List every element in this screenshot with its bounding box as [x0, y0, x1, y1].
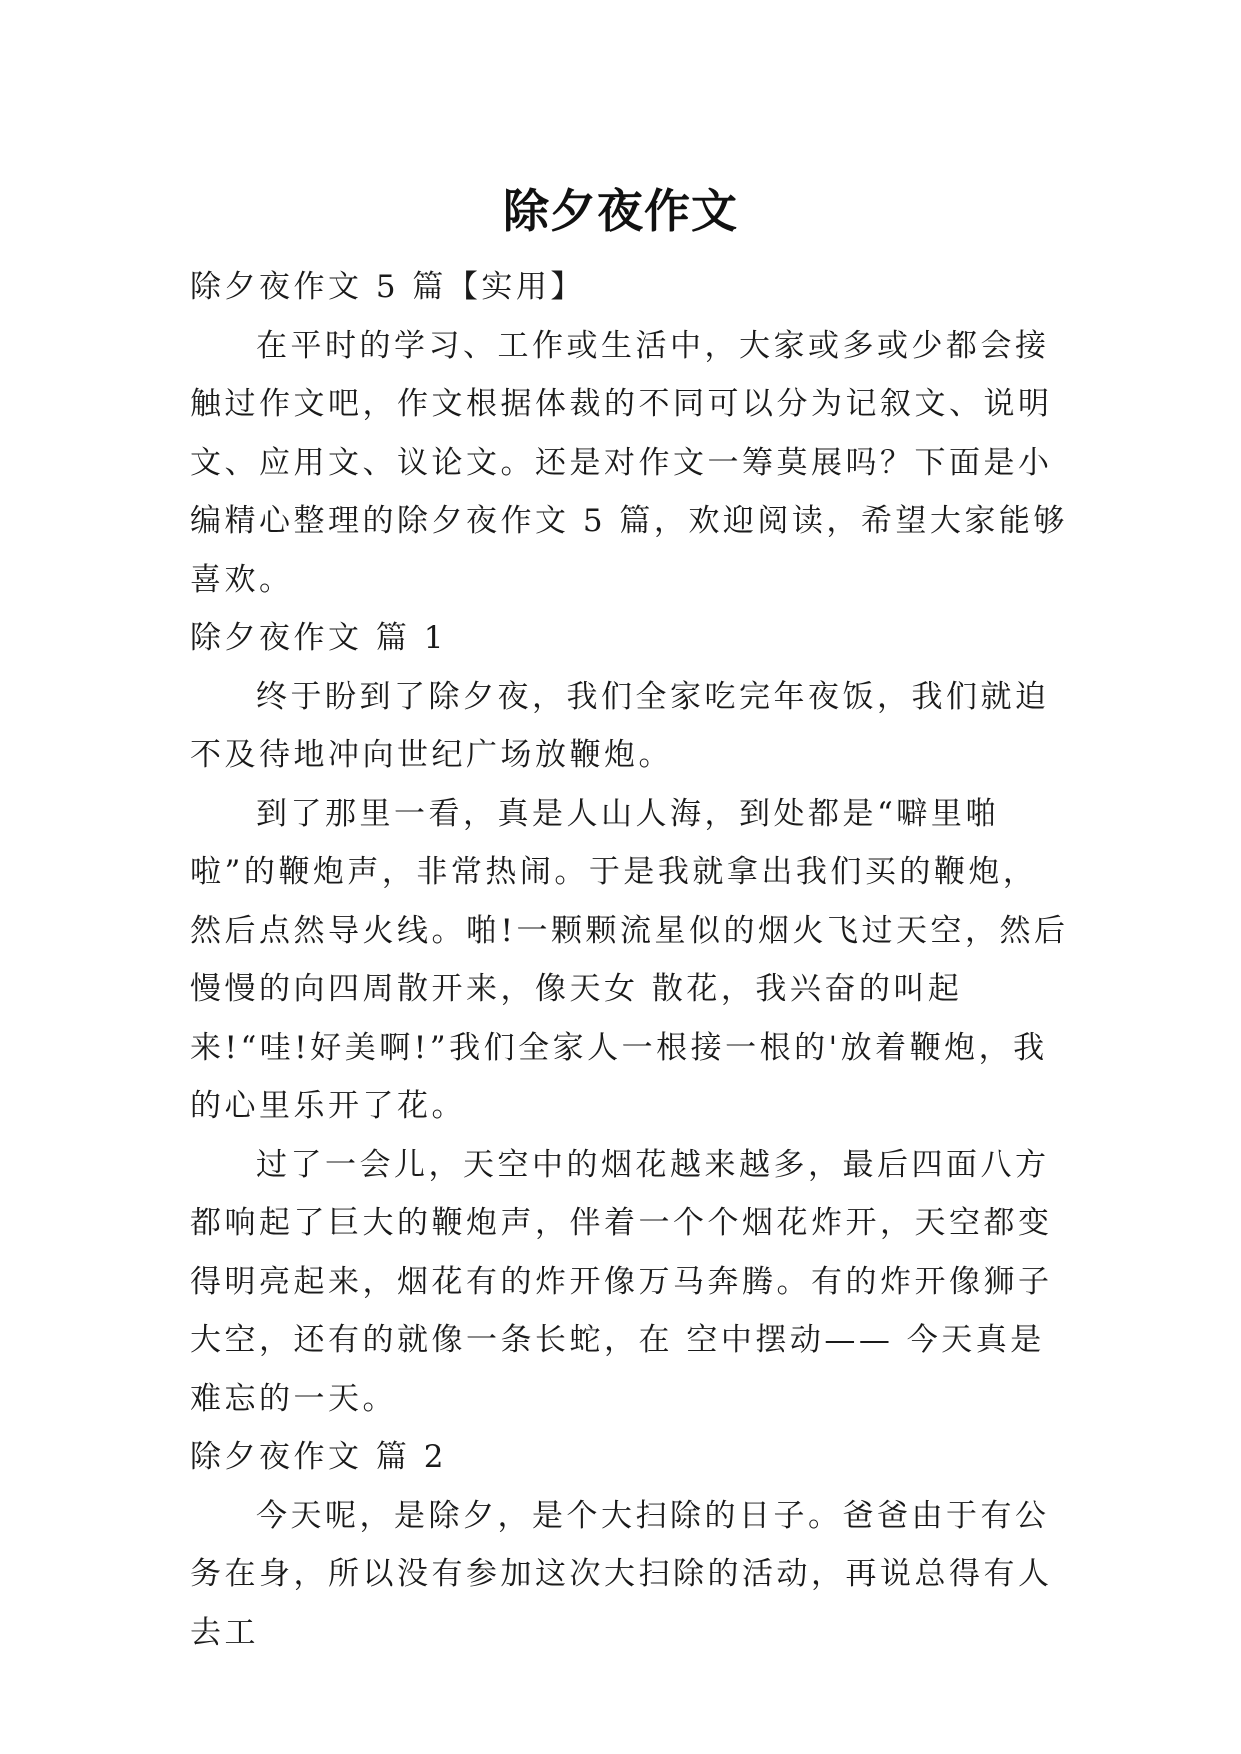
- document-subtitle: 除夕夜作文 5 篇【实用】: [190, 269, 585, 305]
- document-title: 除夕夜作文: [503, 183, 738, 238]
- paragraph: 终于盼到了除夕夜，我们全家吃完年夜饭，我们就迫不及待地冲向世纪广场放鞭炮。: [190, 678, 1050, 773]
- paragraph: 过了一会儿，天空中的烟花越来越多，最后四面八方都响起了巨大的鞭炮声，伴着一个个烟花炸开，天空都变得明亮起来，烟花有的炸开像万马奔腾。有的炸开像狮子大空，还有的就像一条长蛇，在 空中摆动—— 今天真是难忘的一天。: [190, 1146, 1053, 1417]
- paragraph: 到了那里一看，真是人山人海，到处都是“噼里啪啦”的鞭炮声，非常热闹。于是我就拿出我们买的鞭炮，然后点然导火线。啪!一颗颗流星似的烟火飞过天空，然后慢慢的向四周散开来，像天女 散花，我兴奋的叫起来!“哇!好美啊!”我们全家人一根接一根的'放着鞭炮，我的心里乐开了花。: [190, 795, 1069, 1124]
- section-heading: 除夕夜作文 篇 2: [190, 1439, 447, 1475]
- section-heading: 除夕夜作文 篇 1: [190, 620, 447, 656]
- document-body: [190, 258, 1070, 1662]
- paragraph: 今天呢，是除夕，是个大扫除的日子。爸爸由于有公务在身，所以没有参加这次大扫除的活动，再说总得有人去工: [190, 1497, 1053, 1651]
- intro-paragraph: 在平时的学习、工作或生活中，大家或多或少都会接触过作文吧，作文根据体裁的不同可以分为记叙文、说明文、应用文、议论文。还是对作文一筹莫展吗？下面是小编精心整理的除夕夜作文 5 篇，欢迎阅读，希望大家能够喜欢。: [190, 327, 1068, 598]
